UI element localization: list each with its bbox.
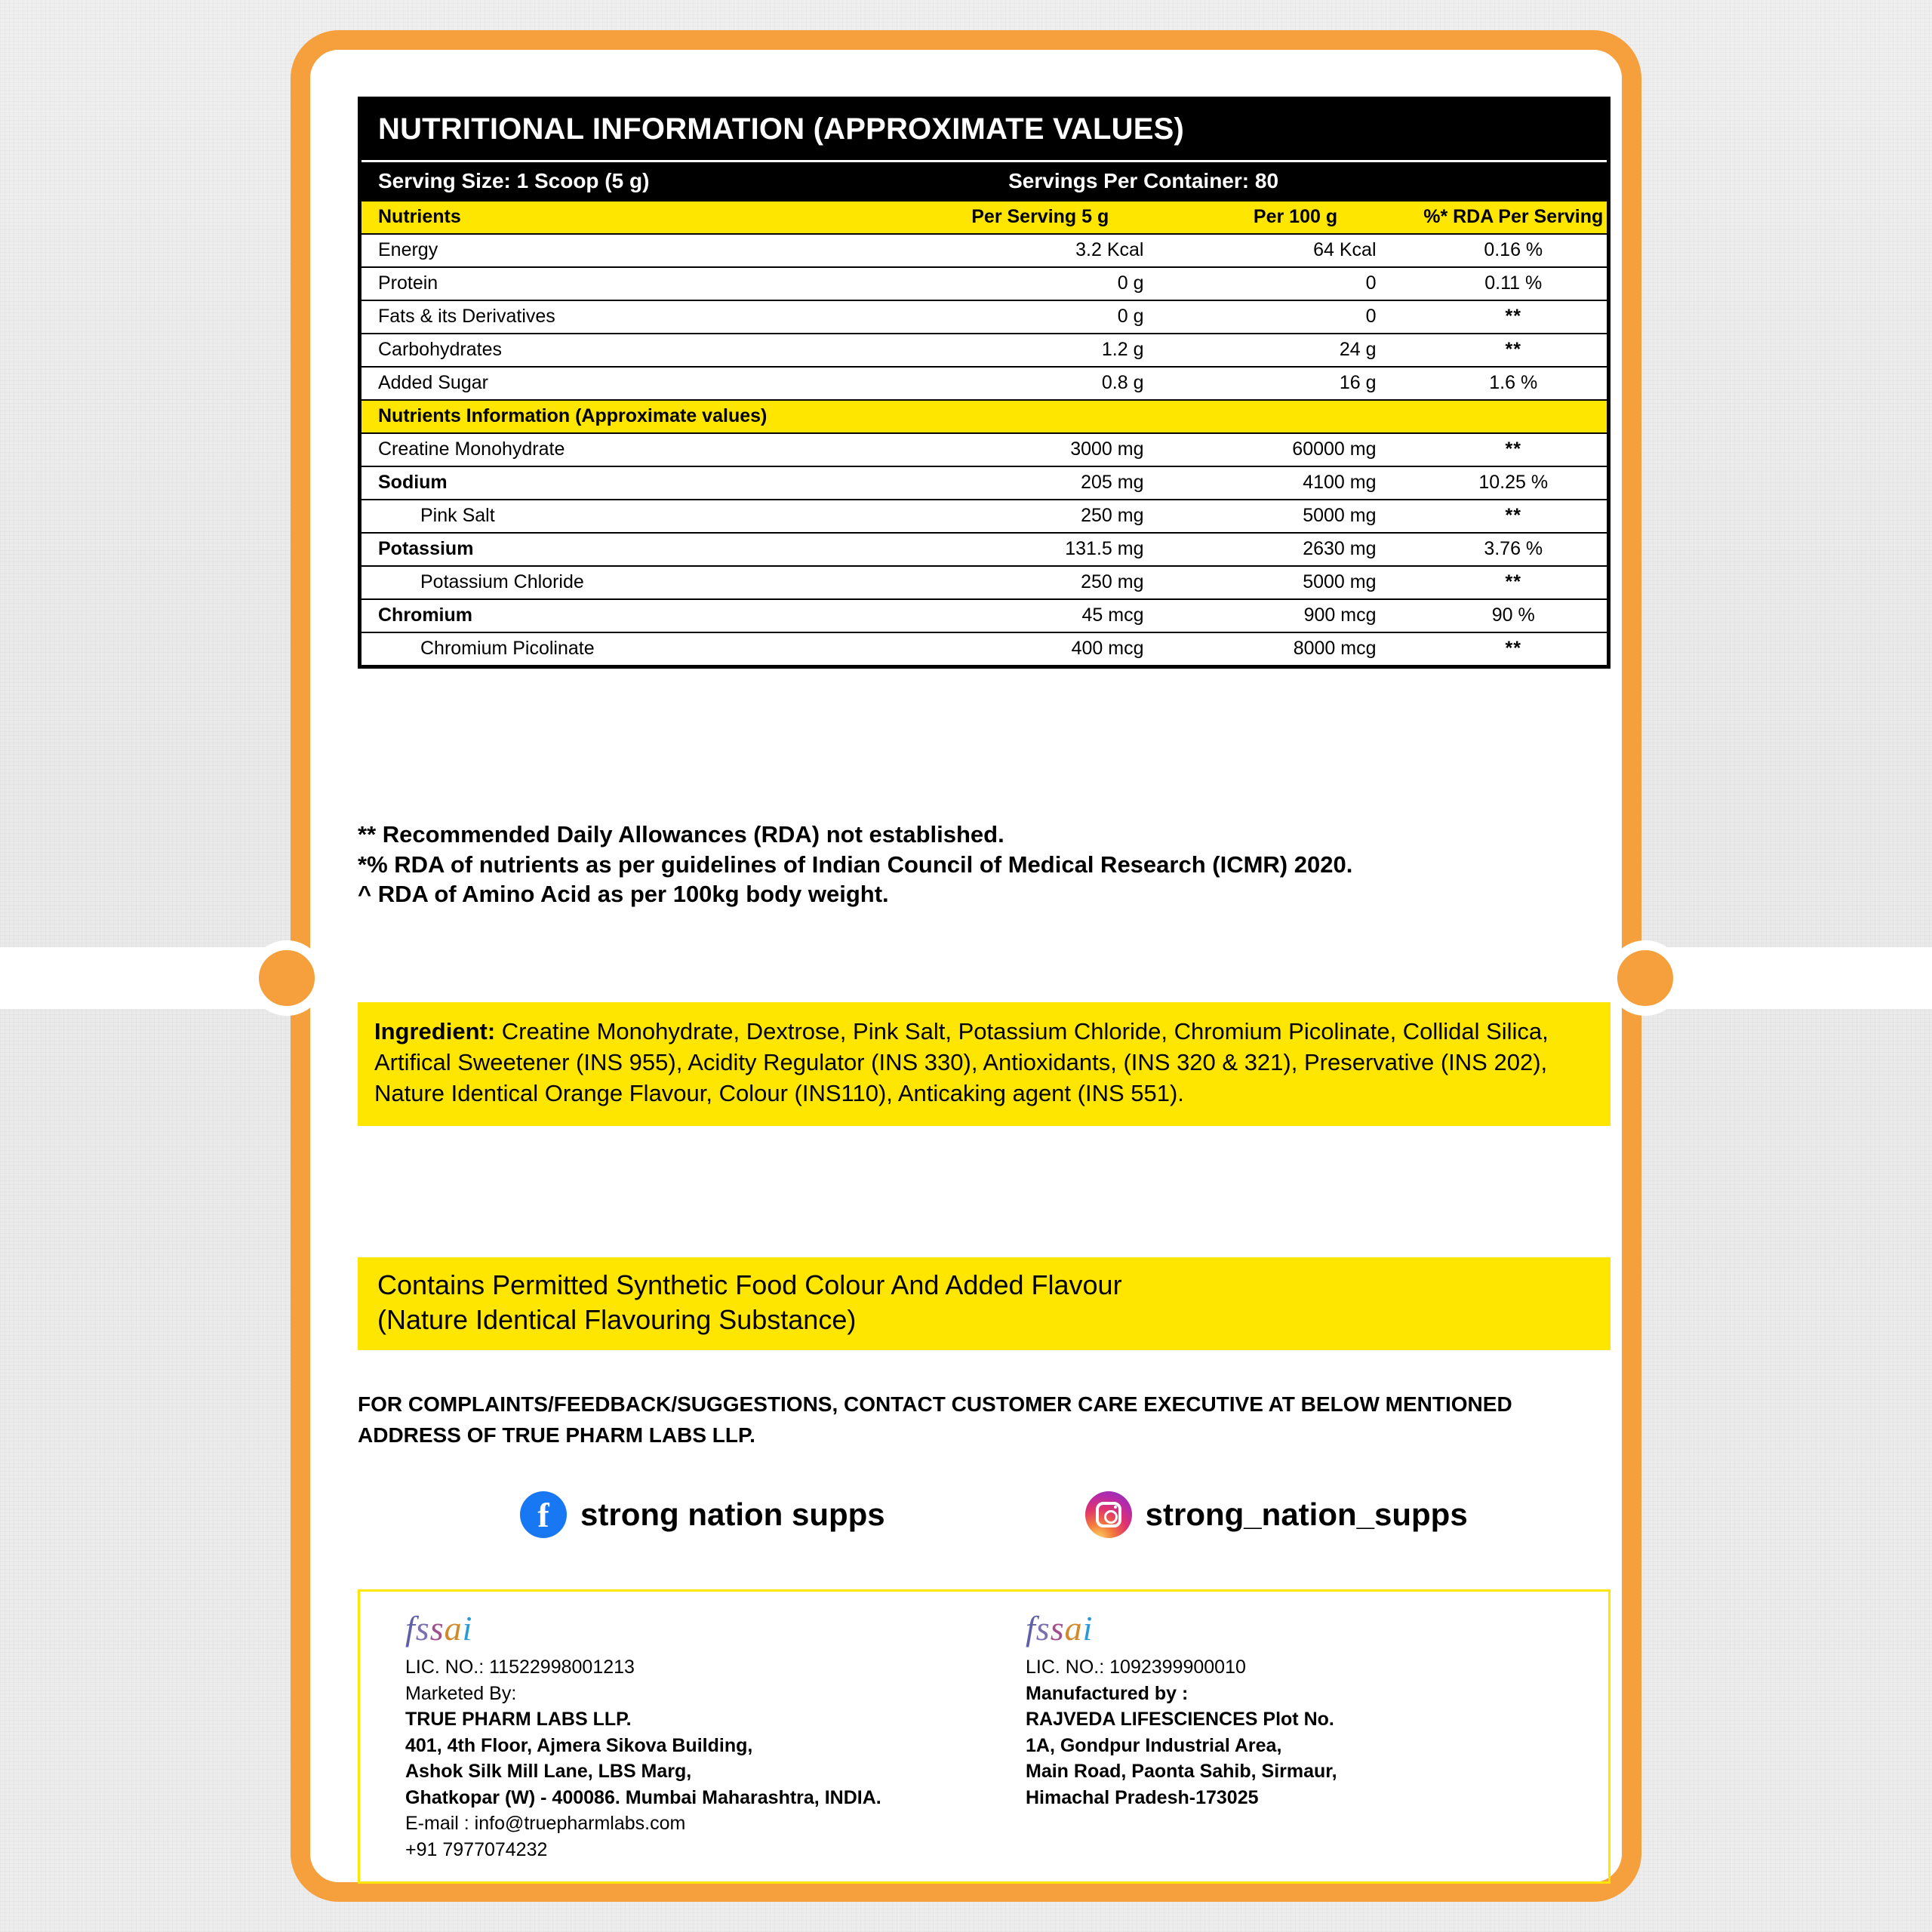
instagram-icon <box>1085 1491 1132 1538</box>
nutrients-information-subheader <box>361 400 1607 433</box>
contains-line-2: (Nature Identical Flavouring Substance) <box>377 1303 857 1335</box>
footnotes <box>358 820 1626 909</box>
col-per-100g: Per 100 g <box>1171 202 1420 234</box>
row-rda: ** <box>1420 566 1607 599</box>
footnote-rda-not-established: ** Recommended Daily Allowances (RDA) not established. <box>358 821 1004 848</box>
fssai-license-left: LIC. NO.: 11522998001213 <box>405 1657 635 1678</box>
subheader-label: Nutrients Information (Approximate values) <box>361 400 1607 433</box>
nutrition-table-head <box>361 202 1607 234</box>
row-per100: 2630 mg <box>1171 533 1420 566</box>
fssai-marketed-by <box>360 1592 988 1881</box>
contains-statement <box>358 1257 1611 1350</box>
row-name: Potassium Chloride <box>361 566 909 599</box>
fssai-role-left: Marketed By: <box>405 1682 517 1704</box>
fssai-logo-icon: fssai <box>1026 1609 1094 1647</box>
table-row <box>361 466 1607 500</box>
table-row <box>361 234 1607 267</box>
row-per100: 24 g <box>1171 334 1420 367</box>
fssai-address-line: Ashok Silk Mill Lane, LBS Marg, <box>405 1761 692 1782</box>
nutrition-title: NUTRITIONAL INFORMATION (APPROXIMATE VALUES) <box>361 100 1607 160</box>
social-links <box>358 1491 1611 1538</box>
table-row <box>361 267 1607 300</box>
row-rda: 0.11 % <box>1420 267 1607 300</box>
nutrition-table <box>361 202 1607 665</box>
row-name: Pink Salt <box>361 500 909 533</box>
fssai-address-line: Ghatkopar (W) - 400086. Mumbai Maharashtra, INDIA. <box>405 1786 881 1808</box>
instagram-link[interactable] <box>1085 1491 1468 1538</box>
col-rda: %* RDA Per Serving <box>1420 202 1607 234</box>
row-serving: 250 mg <box>909 566 1171 599</box>
complaints-text: FOR COMPLAINTS/FEEDBACK/SUGGESTIONS, CONTACT CUSTOMER CARE EXECUTIVE AT BELOW MENTIONED ADDRESS OF TRUE PHARM LABS LLP. <box>358 1392 1512 1447</box>
row-serving: 131.5 mg <box>909 533 1171 566</box>
fssai-section <box>358 1589 1611 1884</box>
row-rda: 90 % <box>1420 599 1607 632</box>
fssai-address-line: Main Road, Paonta Sahib, Sirmaur, <box>1026 1761 1337 1782</box>
row-serving: 0.8 g <box>909 367 1171 400</box>
contains-line-1: Contains Permitted Synthetic Food Colour And Added Flavour <box>377 1269 1122 1300</box>
row-per100: 5000 mg <box>1171 566 1420 599</box>
footnote-amino-acid: ^ RDA of Amino Acid as per 100kg body weight. <box>358 881 889 908</box>
row-serving: 45 mcg <box>909 599 1171 632</box>
fssai-address-line: 1A, Gondpur Industrial Area, <box>1026 1734 1282 1756</box>
row-per100: 900 mcg <box>1171 599 1420 632</box>
ingredients-block <box>358 1002 1611 1126</box>
row-rda: ** <box>1420 433 1607 466</box>
row-per100: 5000 mg <box>1171 500 1420 533</box>
table-row <box>361 500 1607 533</box>
product-label-card <box>291 30 1641 1902</box>
row-name: Fats & its Derivatives <box>361 300 909 334</box>
fssai-role-right: Manufactured by : <box>1026 1682 1189 1704</box>
row-rda: 1.6 % <box>1420 367 1607 400</box>
instagram-handle: strong_nation_supps <box>1145 1497 1468 1532</box>
row-name: Chromium <box>361 599 909 632</box>
table-row <box>361 334 1607 367</box>
row-rda: ** <box>1505 638 1521 659</box>
table-row <box>361 533 1607 566</box>
row-per100: 60000 mg <box>1171 433 1420 466</box>
row-serving: 0 g <box>909 300 1171 334</box>
servings-per-container: Servings Per Container: 80 <box>1008 169 1279 192</box>
table-row <box>361 367 1607 400</box>
ingredients-text: Creatine Monohydrate, Dextrose, Pink Salt, Potassium Chloride, Chromium Picolinate, Collidal Silica, Artifical Sweetener (INS 955), Acidity Regulator (INS 330), Antioxidants, (INS 320 & 321), Preservative (INS 202), Nature Identical Orange Flavour, Colour (INS110), Anticaking agent (INS 551). <box>374 1018 1549 1107</box>
facebook-icon: f <box>520 1491 567 1538</box>
row-serving: 3000 mg <box>909 433 1171 466</box>
fssai-email: E-mail : info@truepharmlabs.com <box>405 1813 686 1834</box>
fssai-manufactured-by <box>988 1592 1608 1881</box>
row-per100: 4100 mg <box>1171 466 1420 500</box>
row-per100: 0 <box>1171 267 1420 300</box>
row-serving: 250 mg <box>909 500 1171 533</box>
label-notch-right <box>1607 940 1683 1016</box>
row-name: Carbohydrates <box>361 334 909 367</box>
row-serving: 0 g <box>909 267 1171 300</box>
fssai-address-line: Himachal Pradesh-173025 <box>1026 1786 1259 1808</box>
table-row <box>361 433 1607 466</box>
row-serving: 205 mg <box>909 466 1171 500</box>
row-name: Energy <box>361 234 909 267</box>
fssai-address-line: RAJVEDA LIFESCIENCES Plot No. <box>1026 1709 1334 1730</box>
row-serving: 3.2 Kcal <box>909 234 1171 267</box>
row-rda: 3.76 % <box>1420 533 1607 566</box>
table-row <box>361 566 1607 599</box>
table-row <box>361 599 1607 632</box>
row-serving: 1.2 g <box>909 334 1171 367</box>
label-content <box>310 50 1622 1882</box>
table-row <box>361 300 1607 334</box>
row-rda: 10.25 % <box>1420 466 1607 500</box>
fssai-address-line: TRUE PHARM LABS LLP. <box>405 1709 632 1730</box>
row-name: Potassium <box>361 533 909 566</box>
row-name: Sodium <box>361 466 909 500</box>
row-rda: 0.16 % <box>1420 234 1607 267</box>
row-name: Protein <box>361 267 909 300</box>
fssai-address-line: 401, 4th Floor, Ajmera Sikova Building, <box>405 1734 753 1756</box>
row-serving: 400 mcg <box>1071 638 1144 659</box>
footnote-icmr: *% RDA of nutrients as per guidelines of Indian Council of Medical Research (ICMR) 2020. <box>358 851 1353 878</box>
row-per100: 0 <box>1171 300 1420 334</box>
col-nutrients: Nutrients <box>361 202 909 234</box>
row-rda: ** <box>1420 500 1607 533</box>
serving-size: Serving Size: 1 Scoop (5 g) <box>378 169 650 192</box>
nutrition-table-body <box>361 234 1607 665</box>
facebook-handle: strong nation supps <box>580 1497 885 1532</box>
serving-row <box>361 160 1607 202</box>
fssai-phone: +91 7977074232 <box>405 1838 548 1860</box>
label-notch-left <box>249 940 325 1016</box>
row-per100: 64 Kcal <box>1171 234 1420 267</box>
fssai-license-right: LIC. NO.: 1092399900010 <box>1026 1657 1246 1678</box>
nutrition-table-box <box>358 97 1611 669</box>
row-rda: ** <box>1420 334 1607 367</box>
row-per100: 16 g <box>1171 367 1420 400</box>
col-per-serving: Per Serving 5 g <box>909 202 1171 234</box>
table-row <box>361 632 1607 665</box>
row-name: Chromium Picolinate <box>420 638 595 659</box>
facebook-link[interactable] <box>520 1491 885 1538</box>
row-name: Creatine Monohydrate <box>361 433 909 466</box>
fssai-logo-icon: fssai <box>405 1609 473 1647</box>
row-per100: 8000 mcg <box>1293 638 1377 659</box>
ingredients-label: Ingredient: <box>374 1018 496 1044</box>
table-header-row <box>361 202 1607 234</box>
row-name: Added Sugar <box>361 367 909 400</box>
row-rda: ** <box>1420 300 1607 334</box>
